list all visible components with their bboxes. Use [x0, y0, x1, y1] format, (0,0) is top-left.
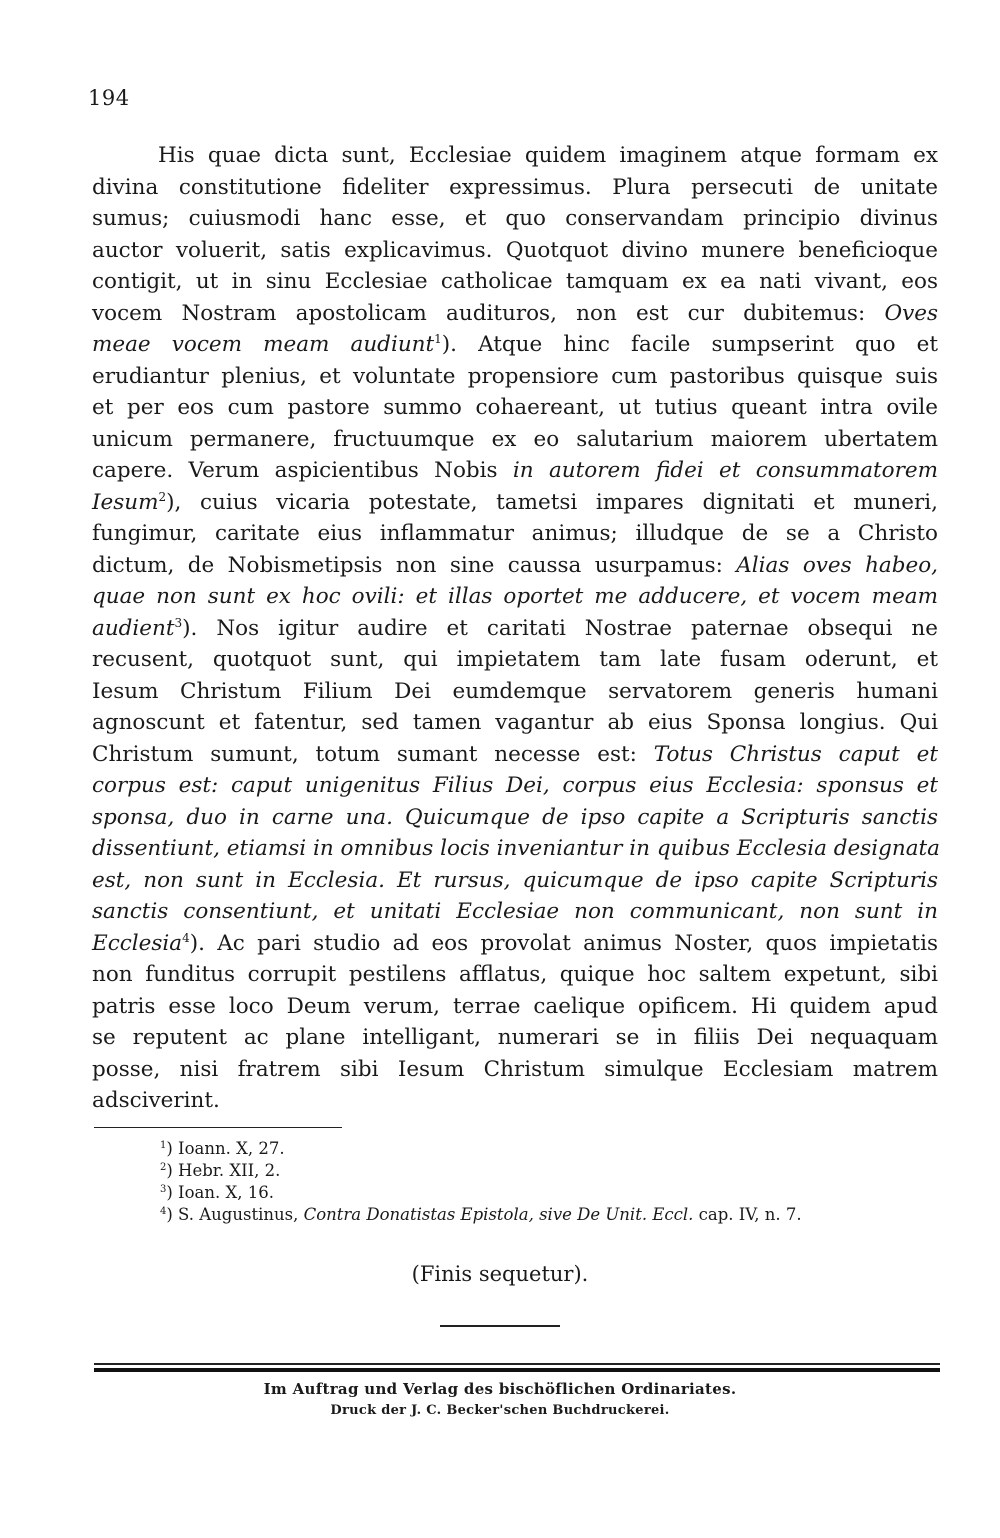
footnote-reference: 1 — [434, 332, 442, 346]
text-line — [92, 1022, 938, 1054]
text-line — [92, 1085, 938, 1117]
text-line — [92, 550, 938, 582]
text-run: auctor voluerit, satis explicavimus. Quotquot divino munere beneficioque — [92, 237, 938, 263]
finis-note: (Finis sequetur). — [411, 1262, 589, 1286]
text-run: ) Ioan. X, 16. — [166, 1183, 274, 1202]
italic-text: corpus est: caput unigenitus Filius Dei, corpus eius Ecclesia: sponsus et — [92, 773, 938, 798]
text-run: ). Nos igitur audire et caritati Nostrae paternae obsequi ne — [182, 615, 938, 641]
text-run: et per eos cum pastore summo cohaereant, ut tutius queant intra ovile — [92, 395, 938, 420]
text-line — [92, 613, 938, 645]
text-line — [92, 235, 938, 267]
footnote-reference: 3 — [174, 615, 183, 630]
italic-text: Ecclesia — [92, 930, 183, 956]
text-run: dictum, de Nobismetipsis non sine caussa usurpamus: — [92, 552, 737, 578]
text-line — [92, 959, 938, 991]
text-line — [92, 676, 938, 708]
imprint-printer: Druck der J. C. Becker'schen Buchdruckerei. — [330, 1403, 670, 1418]
text-line — [92, 203, 938, 235]
italic-text: Alias oves habeo, — [736, 552, 938, 578]
text-run: ) Ioann. X, 27. — [166, 1139, 285, 1158]
italic-text: quae non sunt ex hoc ovili: et illas oportet me adducere, et vocem meam — [92, 584, 938, 609]
text-run: cap. IV, n. 7. — [693, 1205, 802, 1224]
text-run: ) Hebr. XII, 2. — [166, 1161, 281, 1180]
text-run: non funditus corrupit pestilens afflatus, quique hoc saltem expetunt, sibi — [92, 962, 938, 987]
footnote-mark: 4 — [160, 1206, 167, 1217]
text-run: ). Ac pari studio ad eos provolat animus Noster, quos impietatis — [189, 930, 938, 956]
text-line — [92, 140, 938, 172]
text-run: capere. Verum aspicientibus Nobis — [92, 458, 513, 483]
imprint-publisher: Im Auftrag und Verlag des bischöflichen Ordinariates. — [263, 1380, 737, 1398]
italic-text: sanctis consentiunt, et unitati Ecclesiae non communicant, non sunt in — [92, 899, 938, 924]
text-line — [92, 487, 938, 519]
footnote-mark: 3 — [160, 1184, 167, 1195]
text-line — [92, 455, 938, 487]
italic-text: audient — [92, 615, 175, 641]
text-run: posse, nisi fratrem sibi Iesum Christum simulque Ecclesiam matrem — [92, 1056, 938, 1082]
footnote-separator — [94, 1127, 342, 1128]
text-line — [92, 928, 938, 960]
italic-text: meae vocem meam audiunt — [92, 332, 435, 357]
italic-text: Iesum — [92, 489, 159, 515]
text-run: erudiantur plenius, et voluntate propensiore cum pastoribus quisque suis — [92, 363, 938, 389]
text-run: sumus; cuiusmodi hanc esse, et quo conservandam principio divinus — [92, 206, 938, 231]
text-run: vocem Nostram apostolicam audituros, non est cur dubitemus: — [92, 300, 885, 326]
imprint-rule-thick — [94, 1368, 940, 1372]
text-line — [92, 266, 938, 298]
text-line — [92, 424, 938, 456]
text-run: recusent, quotquot sunt, qui impietatem tam late fusam oderunt, et — [92, 647, 938, 672]
text-line — [92, 581, 938, 613]
italic-text: Contra Donatistas Epistola, sive De Unit. Eccl. — [303, 1205, 694, 1224]
text-line — [92, 361, 938, 393]
section-end-rule — [440, 1325, 560, 1327]
text-run: patris esse loco Deum verum, terrae caelique opificem. Hi quidem apud — [92, 993, 938, 1019]
italic-text: sponsa, duo in carne una. Quicumque de ipso capite a Scripturis sanctis — [92, 804, 938, 830]
footnotes — [160, 1138, 950, 1226]
footnote — [160, 1160, 950, 1182]
text-line — [92, 644, 938, 676]
text-line — [92, 518, 938, 550]
body-text — [92, 140, 941, 1117]
text-run: ), cuius vicaria potestate, tametsi impares dignitati et muneri, — [166, 489, 938, 515]
text-run: fungimur, caritate eius inflammatur animus; illudque de se a Christo — [92, 521, 938, 546]
text-run: divina constitutione fideliter expressimus. Plura persecuti de unitate — [92, 174, 938, 200]
text-line — [92, 172, 938, 204]
text-run: adsciverint. — [92, 1088, 220, 1113]
text-run: ). Atque hinc facile sumpserint quo et — [441, 332, 938, 357]
text-run: Christum sumunt, totum sumant necesse est: — [92, 741, 654, 767]
footnote-mark: 1 — [160, 1140, 167, 1151]
text-line — [92, 865, 938, 897]
text-line — [92, 802, 938, 834]
footnote — [160, 1138, 950, 1160]
text-run: contigit, ut in sinu Ecclesiae catholicae tamquam ex ea nati vivant, eos — [92, 269, 938, 294]
italic-text: Totus Christus caput et — [653, 741, 938, 767]
italic-text: Oves — [884, 300, 938, 326]
text-line — [92, 392, 938, 424]
italic-text: in autorem fidei et consummatorem — [512, 458, 939, 483]
italic-text: est, non sunt in Ecclesia. Et rursus, quicumque de ipso capite Scripturis — [92, 867, 938, 893]
text-run: His quae dicta sunt, Ecclesiae quidem imaginem atque formam ex — [158, 143, 938, 168]
footnote-reference: 4 — [182, 930, 190, 945]
text-run: agnoscunt et fatentur, sed tamen vagantur ab eius Sponsa longius. Qui — [92, 710, 938, 735]
text-line — [92, 329, 938, 361]
text-line — [92, 991, 938, 1023]
text-line — [92, 1054, 938, 1086]
footnote — [160, 1204, 950, 1226]
text-run: ) S. Augustinus, — [166, 1205, 304, 1224]
imprint-rule-thin — [94, 1363, 940, 1365]
italic-text: dissentiunt, etiamsi in omnibus locis inveniantur in quibus Ecclesia designata — [92, 836, 941, 861]
text-run: se reputent ac plane intelligant, numerari se in filiis Dei nequaquam — [92, 1025, 938, 1050]
text-line — [92, 707, 938, 739]
text-line — [92, 770, 938, 802]
footnote-reference: 2 — [158, 489, 167, 504]
text-line — [92, 833, 941, 865]
text-line — [92, 896, 938, 928]
page-number: 194 — [88, 86, 130, 110]
text-line — [92, 298, 938, 330]
text-run: Iesum Christum Filium Dei eumdemque servatorem generis humani — [92, 678, 938, 704]
footnote-mark: 2 — [160, 1162, 167, 1173]
footnote — [160, 1182, 950, 1204]
text-line — [92, 739, 938, 771]
text-run: unicum permanere, fructuumque ex eo salutarium maiorem ubertatem — [92, 426, 938, 452]
